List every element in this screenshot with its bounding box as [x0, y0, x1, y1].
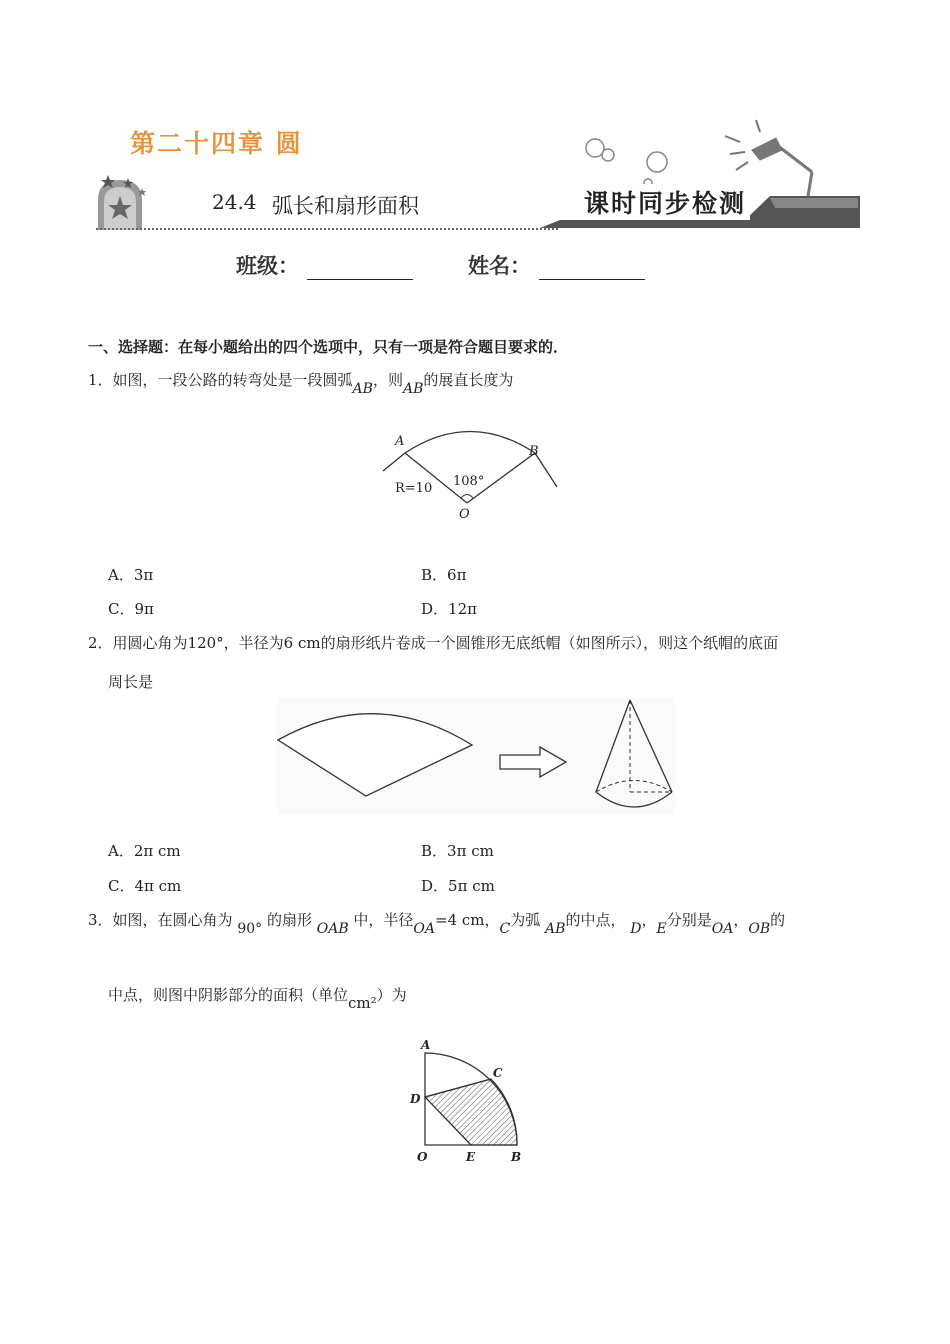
- chapter-title: 第二十四章 圆: [130, 129, 303, 158]
- q2-option-d[interactable]: D．5π cm: [421, 877, 495, 895]
- q1-option-b[interactable]: B．6π: [421, 566, 467, 584]
- q3-unit: cm²: [348, 994, 377, 1012]
- q3-text-8: 的: [770, 911, 786, 929]
- q2-figure: [276, 697, 676, 815]
- question-3-line-2: [108, 985, 407, 1012]
- q3-line2-a: 中点，则图中阴影部分的面积（单位: [108, 986, 349, 1004]
- q3-angle: 90°: [237, 921, 263, 937]
- q1-label-o: O: [459, 507, 470, 522]
- header-decoration: [0, 0, 950, 240]
- q3-text-3: 中，半径: [353, 911, 414, 929]
- q3-fig-d: D: [410, 1092, 421, 1106]
- part-one-title: 一、选择题：在每小题给出的四个选项中，只有一项是符合题目要求的．: [88, 338, 569, 356]
- q1-label-a: A: [395, 434, 405, 449]
- name-field[interactable]: [468, 250, 645, 280]
- q1-angle-label: 108°: [453, 474, 485, 489]
- banner-title: 课时同步检测: [580, 184, 750, 220]
- q3-text-4: =4 cm，: [435, 911, 500, 929]
- q3-figure: [405, 1035, 535, 1167]
- name-label: 姓名：: [468, 253, 531, 278]
- q3-e: E: [656, 921, 667, 937]
- q2-option-c[interactable]: C．4π cm: [108, 877, 182, 895]
- q3-text-7: 分别是: [666, 911, 712, 929]
- q1-label-b: B: [529, 444, 539, 459]
- q3-d: D: [630, 921, 642, 937]
- class-label: 班级：: [236, 253, 299, 278]
- q1-option-d[interactable]: D．12π: [421, 600, 477, 618]
- q3-text-6: 的中点，: [565, 911, 626, 929]
- q2-option-b[interactable]: B．3π cm: [421, 842, 494, 860]
- q3-fig-b: B: [511, 1150, 522, 1164]
- q3-text-2: 的扇形: [266, 911, 312, 929]
- q1-figure: [375, 425, 570, 525]
- q3-c: C: [499, 921, 511, 937]
- q3-comma-2: ，: [733, 911, 749, 929]
- q2-option-a[interactable]: A．2π cm: [108, 842, 181, 860]
- q1-arc-ab-1: AB: [352, 381, 373, 397]
- q3-fig-a: A: [421, 1038, 431, 1052]
- q3-fig-o: O: [417, 1150, 428, 1164]
- q1-arc-ab-2: AB: [402, 381, 424, 397]
- question-1: [88, 370, 514, 397]
- bubbles-icon: [586, 139, 667, 187]
- q3-fig-c: C: [493, 1066, 503, 1080]
- q3-line2-b: ）为: [376, 986, 407, 1004]
- q3-ob: OB: [748, 921, 771, 937]
- section-title: 弧长和扇形面积: [272, 194, 419, 218]
- question-2-line-1: 2．用圆心角为120°，半径为6 cm的扇形纸片卷成一个圆锥形无底纸帽（如图所示），则这个纸帽的底面: [88, 634, 779, 652]
- q3-oa: OA: [413, 921, 436, 937]
- q3-text-5: 为弧: [510, 911, 541, 929]
- question-3-line-1: [88, 910, 786, 937]
- q3-ab: AB: [545, 921, 566, 937]
- q1-text-a: 1．如图，一段公路的转弯处是一段圆弧: [88, 371, 353, 389]
- q1-text-b: ，则: [372, 371, 403, 389]
- q3-oab: OAB: [316, 921, 349, 937]
- q3-text-1: 3．如图，在圆心角为: [88, 911, 233, 929]
- name-blank[interactable]: [539, 259, 645, 280]
- q3-comma: ，: [641, 911, 657, 929]
- section-number: 24.4: [212, 190, 257, 214]
- question-2-line-2: 周长是: [108, 673, 154, 691]
- q3-oa-2: OA: [711, 921, 734, 937]
- star-badge-icon: [98, 175, 146, 230]
- q1-option-a[interactable]: A．3π: [108, 566, 154, 584]
- class-field[interactable]: [236, 250, 413, 280]
- q1-option-c[interactable]: C．9π: [108, 600, 154, 618]
- q1-radius-label: R=10: [395, 481, 433, 496]
- class-blank[interactable]: [307, 259, 413, 280]
- q3-fig-e: E: [466, 1150, 476, 1164]
- q1-text-c: 的展直长度为: [423, 371, 514, 389]
